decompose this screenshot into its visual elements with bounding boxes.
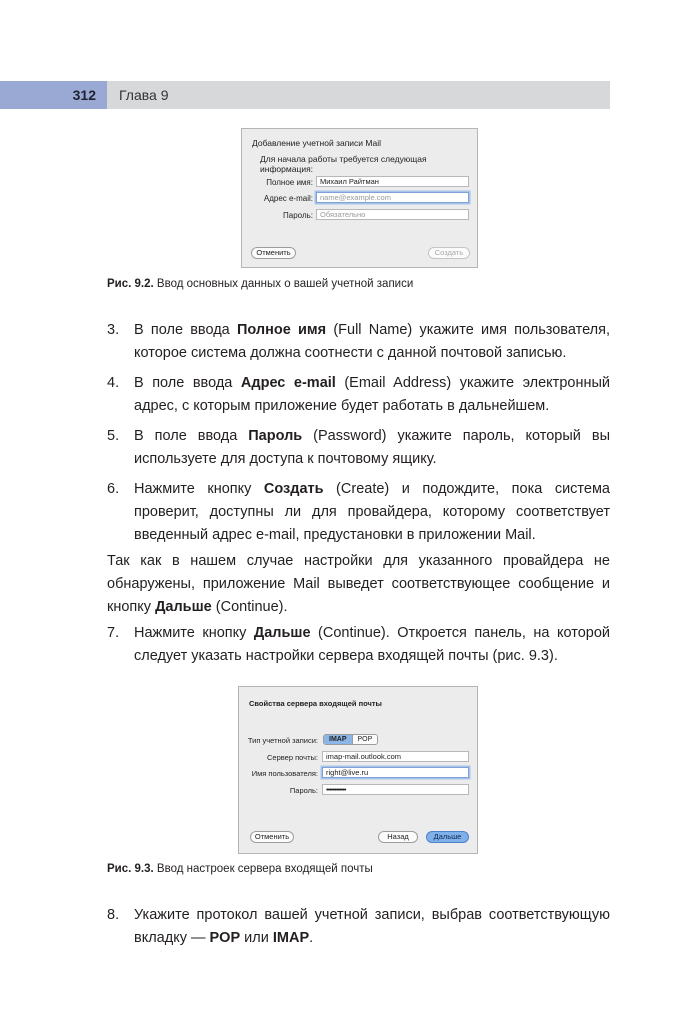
- figure-9-2-dialog: [241, 128, 478, 268]
- chapter-title: Глава 9: [119, 87, 169, 103]
- next-button[interactable]: Дальше: [426, 831, 469, 843]
- account-type-label: Тип учетной записи:: [247, 736, 318, 745]
- list-item: 4. В поле ввода Адрес e-mail (Email Address) укажите электронный адрес, с которым приложение будет работать в дальнейшем.: [107, 375, 610, 414]
- account-type-segmented: [323, 734, 378, 745]
- figure-9-3-caption: [107, 863, 373, 875]
- figure-9-3-dialog: [238, 686, 478, 854]
- full-name-label: Полное имя:: [266, 178, 313, 187]
- server-field[interactable]: imap-mail.outlook.com: [322, 751, 469, 762]
- dialog-subtitle: Для начала работы требуется следующая информация:: [260, 154, 427, 174]
- server-label: Сервер почты:: [267, 753, 318, 762]
- password-field[interactable]: Обязательно: [316, 209, 469, 220]
- create-button[interactable]: Создать: [428, 247, 470, 259]
- caption-label: Рис. 9.2.: [107, 278, 154, 290]
- caption-text: Ввод настроек сервера входящей почты: [153, 863, 373, 875]
- password-label: Пароль:: [289, 786, 318, 795]
- username-label: Имя пользователя:: [251, 769, 318, 778]
- list-item: 7. Нажмите кнопку Дальше (Continue). Откроется панель, на которой следует указать настройки сервера входящей почты (рис. 9.3).: [107, 625, 610, 664]
- tab-pop[interactable]: POP: [352, 735, 378, 744]
- list-item: 3. В поле ввода Полное имя (Full Name) укажите имя пользователя, которое система должна соотнести с данной почтовой записью.: [107, 322, 610, 361]
- list-item: 8. Укажите протокол вашей учетной записи, выбрав соответствующую вкладку — POP или IMAP.: [107, 907, 610, 946]
- username-field[interactable]: right@live.ru: [322, 767, 469, 778]
- dialog-title: Добавление учетной записи Mail: [252, 138, 381, 148]
- cancel-button[interactable]: Отменить: [250, 831, 294, 843]
- email-field[interactable]: name@example.com: [316, 192, 469, 203]
- cancel-button[interactable]: Отменить: [251, 247, 296, 259]
- email-label: Адрес e-mail:: [263, 194, 313, 203]
- list-item: 5. В поле ввода Пароль (Password) укажите пароль, который вы используете для доступа к почтовому ящику.: [107, 428, 610, 467]
- list-item: 6. Нажмите кнопку Создать (Create) и подождите, пока система проверит, доступны ли для провайдера, которому соответствует введенный адрес e-mail, предустановки в приложении Mail.: [107, 481, 610, 543]
- figure-9-2-caption: [107, 278, 413, 290]
- back-button[interactable]: Назад: [378, 831, 418, 843]
- password-label: Пароль:: [283, 211, 313, 220]
- password-field[interactable]: ••••••••••••: [322, 784, 469, 795]
- caption-text: Ввод основных данных о вашей учетной записи: [153, 278, 414, 290]
- full-name-field[interactable]: Михаил Райтман: [316, 176, 469, 187]
- dialog-title: Свойства сервера входящей почты: [249, 699, 382, 708]
- tab-imap[interactable]: IMAP: [324, 735, 352, 744]
- body-paragraph: Так как в нашем случае настройки для указанного провайдера не обнаружены, приложение Mail выведет соответствующее сообщение и кнопку Дальше (Continue).: [107, 553, 610, 615]
- page-number: 312: [0, 81, 107, 109]
- caption-label: Рис. 9.3.: [107, 863, 154, 875]
